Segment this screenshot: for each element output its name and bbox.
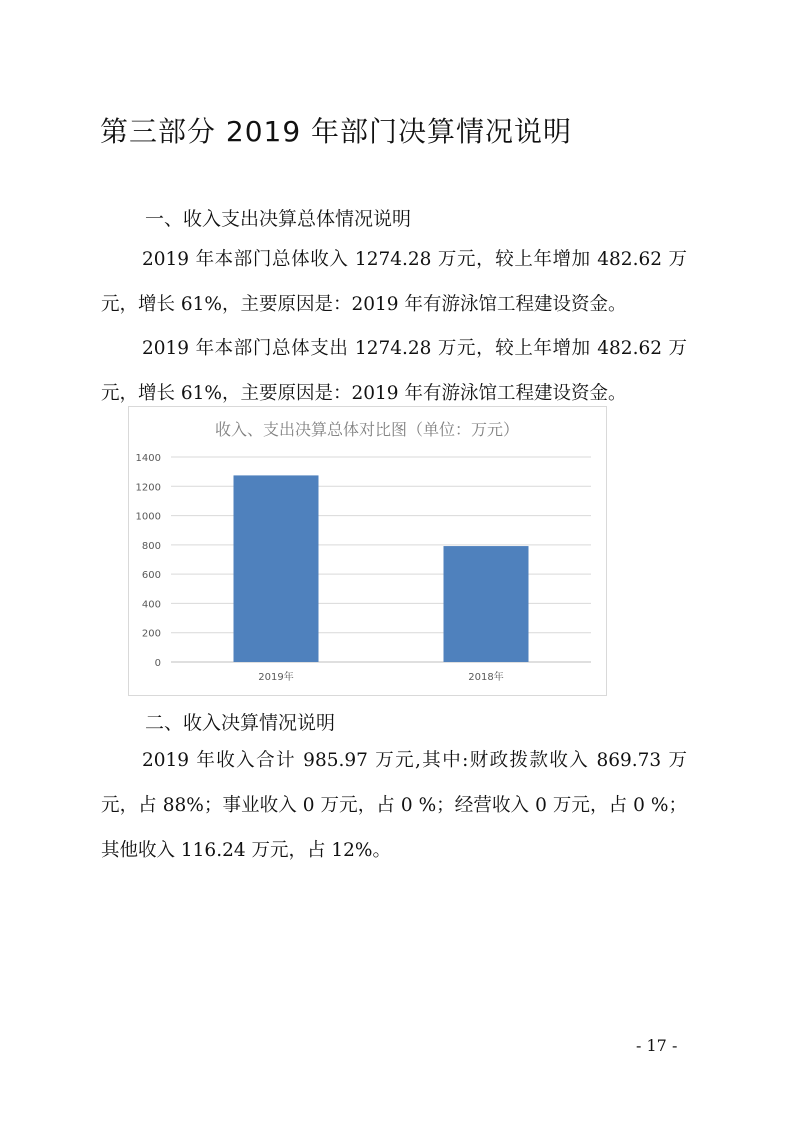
- page-number: - 17 -: [636, 1036, 678, 1055]
- chart-x-tick-label: 2019年: [258, 672, 294, 683]
- section-1-paragraph-expenditure: 2019 年本部门总体支出 1274.28 万元，较上年增加 482.62 万元，增长 61%，主要原因是：2019 年有游泳馆工程建设资金。: [101, 338, 687, 404]
- chart-y-tick-label: 600: [141, 570, 161, 582]
- chart-x-tick-label: 2018年: [468, 672, 504, 683]
- chart-y-tick-label: 1000: [135, 511, 161, 523]
- chart-y-tick-label: 800: [141, 540, 161, 552]
- chart-y-tick-labels: [136, 453, 161, 669]
- section-1-heading: 一、收入支出决算总体情况说明: [145, 208, 412, 230]
- chart-bars: [234, 475, 529, 662]
- chart-y-tick-label: 200: [141, 628, 161, 640]
- chart-bar: [234, 475, 319, 662]
- chart-y-tick-label: 0: [154, 658, 161, 669]
- chart-svg: [129, 407, 606, 695]
- chart-bar: [444, 546, 529, 662]
- section-2-heading: 二、收入决算情况说明: [145, 712, 336, 734]
- income-expenditure-chart: [128, 406, 607, 696]
- chart-y-tick-label: 400: [141, 599, 161, 611]
- chart-title: 收入、支出决算总体对比图（单位：万元）: [214, 420, 520, 439]
- chart-y-tick-label: 1400: [135, 453, 161, 464]
- section-1-paragraph-income: 2019 年本部门总体收入 1274.28 万元，较上年增加 482.62 万元，增长 61%，主要原因是：2019 年有游泳馆工程建设资金。: [101, 249, 687, 315]
- chart-x-tick-labels: [258, 670, 503, 683]
- page-title: 第三部分 2019 年部门决算情况说明: [100, 115, 573, 148]
- section-2-paragraph-income-detail: 2019 年收入合计 985.97 万元,其中:财政拨款收入 869.73 万元，占 88%；事业收入 0 万元，占 0 %；经营收入 0 万元，占 0 %；其他收入 116.24 万元，占 12%。: [101, 750, 687, 861]
- chart-y-tick-label: 1200: [135, 482, 161, 494]
